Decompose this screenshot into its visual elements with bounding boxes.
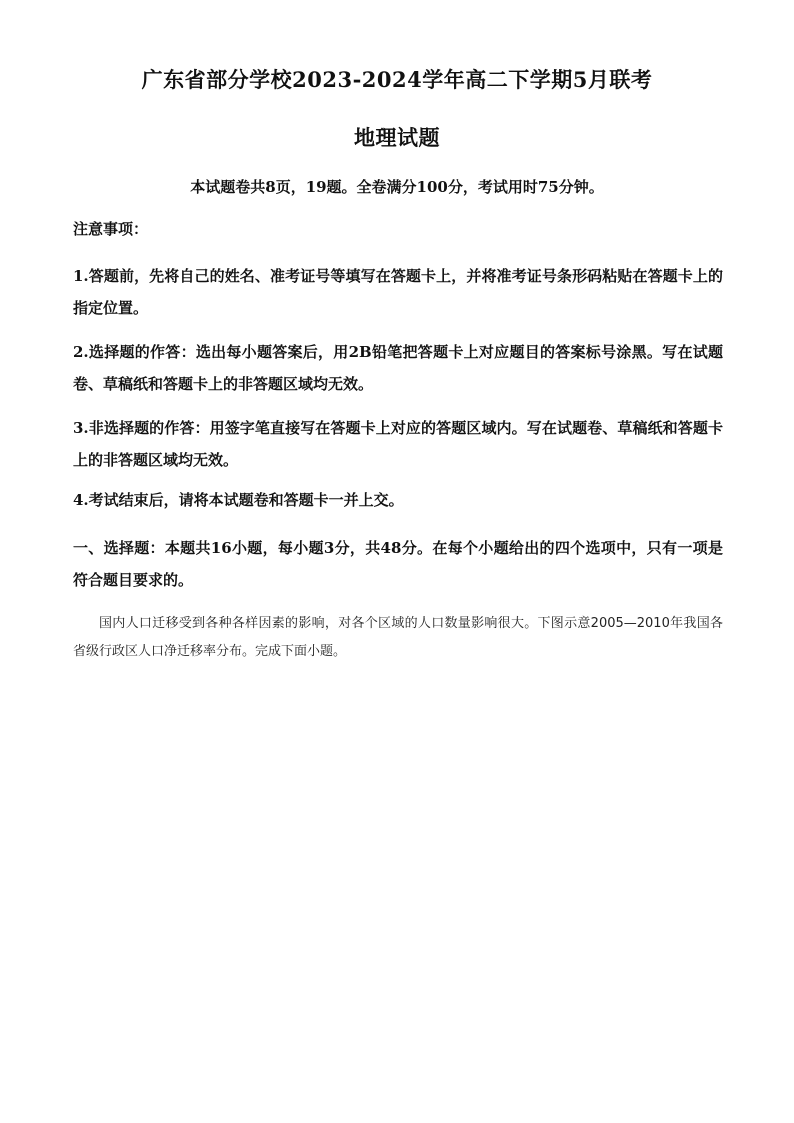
notice-heading: 注意事项：	[73, 220, 149, 238]
notice-item: 2.选择题的作答：选出每小题答案后，用2B铅笔把答题卡上对应题目的答案标号涂黑。写在试题卷、草稿纸和答题卡上的非答题区域均无效。	[73, 343, 723, 393]
section-heading: 一、选择题：本题共16小题，每小题3分，共48分。在每个小题给出的四个选项中，只有一项是符合题目要求的。	[73, 539, 723, 589]
notice-item: 4.考试结束后，请将本试题卷和答题卡一并上交。	[73, 491, 404, 509]
page-title: 广东省部分学校2023-2024学年高二下学期5月联考	[141, 67, 653, 92]
question-intro: 国内人口迁移受到各种各样因素的影响，对各个区域的人口数量影响很大。下图示意2005—2010年我国各省级行政区人口净迁移率分布。完成下面小题。	[73, 616, 723, 659]
notice-item: 1.答题前，先将自己的姓名、准考证号等填写在答题卡上，并将准考证号条形码粘贴在答题卡上的指定位置。	[73, 267, 723, 317]
notice-item: 3.非选择题的作答：用签字笔直接写在答题卡上对应的答题区域内。写在试题卷、草稿纸和答题卡上的非答题区域均无效。	[73, 419, 723, 469]
page-subtitle: 地理试题	[354, 125, 440, 150]
exam-info: 本试题卷共8页，19题。全卷满分100分，考试用时75分钟。	[190, 178, 604, 196]
